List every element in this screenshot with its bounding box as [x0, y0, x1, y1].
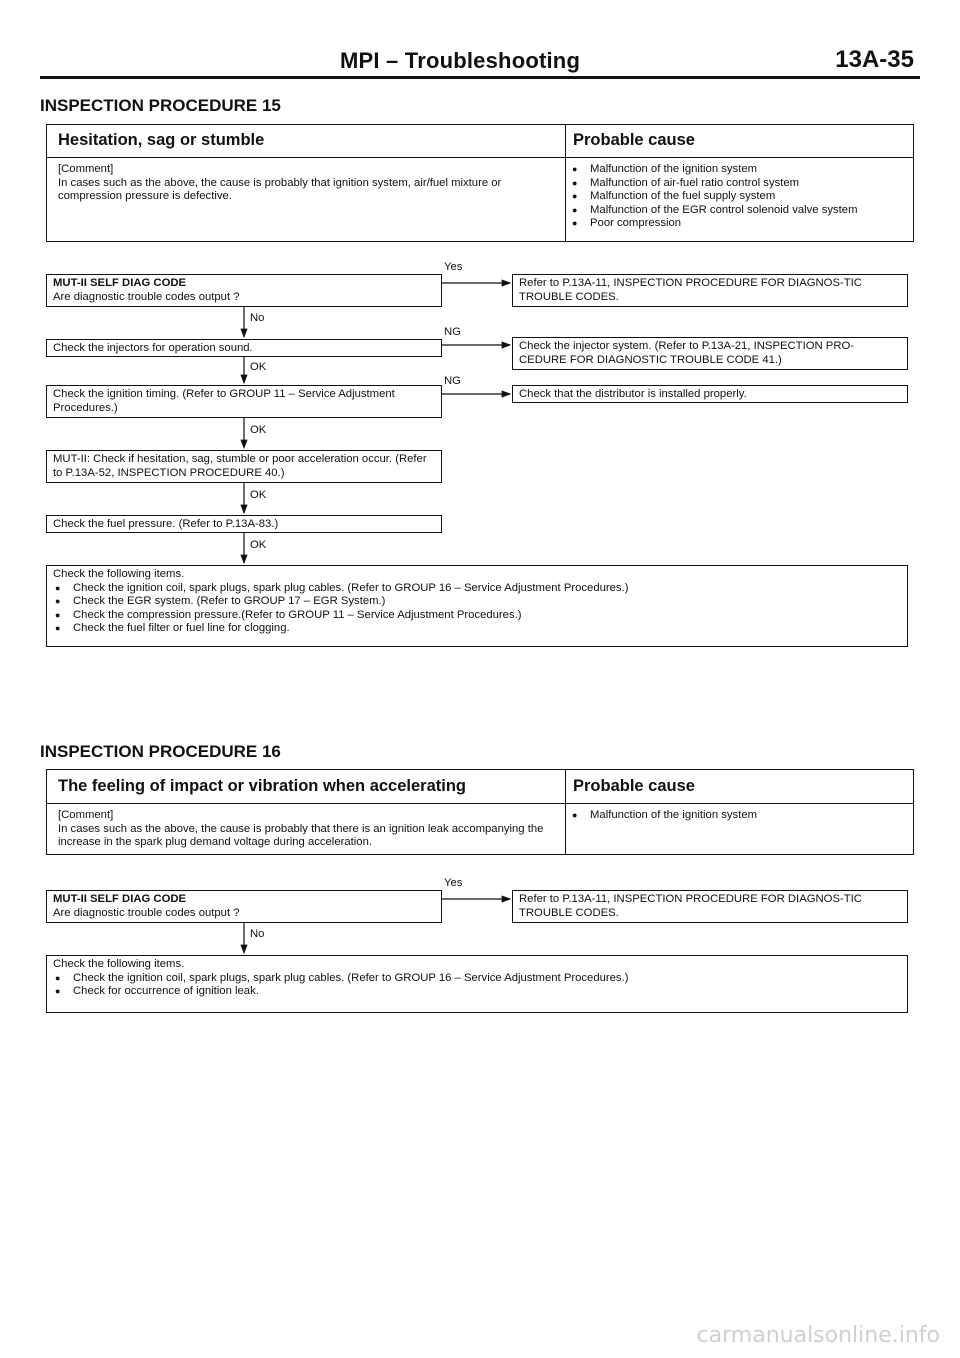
diag-code-question: Are diagnostic trouble codes output ?: [53, 290, 240, 303]
watermark: carmanualsonline.info: [696, 1323, 940, 1348]
symptom-heading: Hesitation, sag or stumble: [58, 131, 265, 149]
injector-sound-box: Check the injectors for operation sound.: [46, 339, 442, 357]
comment-text: In cases such as the above, the cause is probably that there is an ignition leak accompanying the increase in the spark plug demand voltage during acceleration.: [58, 822, 544, 848]
no-label: No: [250, 312, 265, 324]
cause-item: ● Malfunction of the ignition system: [570, 163, 910, 177]
final-check-item: ● Check the ignition coil, spark plugs, spark plug cables. (Refer to GROUP 16 – Service Adjustment Procedures.): [53, 972, 901, 986]
distributor-box: Check that the distributor is installed properly.: [512, 385, 908, 403]
diag-code-question: Are diagnostic trouble codes output ?: [53, 906, 240, 919]
ok-label: OK: [250, 489, 267, 501]
comment-label: [Comment]: [58, 163, 114, 175]
yes-label: Yes: [444, 877, 463, 889]
cause-item: ● Malfunction of the fuel supply system: [570, 190, 910, 204]
no-label: No: [250, 928, 265, 940]
ng-label: NG: [444, 375, 461, 387]
procedure-16-title: INSPECTION PROCEDURE 16: [40, 742, 281, 761]
refer-diag-box: Refer to P.13A-11, INSPECTION PROCEDURE FOR DIAGNOS-TIC TROUBLE CODES.: [512, 890, 908, 923]
final-check-item: ● Check the compression pressure.(Refer to GROUP 11 – Service Adjustment Procedures.): [53, 609, 901, 623]
cause-item: ● Poor compression: [570, 217, 910, 231]
comment-text: In cases such as the above, the cause is probably that ignition system, air/fuel mixture or compression pressure is defective.: [58, 176, 502, 202]
refer-diag-box: Refer to P.13A-11, INSPECTION PROCEDURE FOR DIAGNOS-TIC TROUBLE CODES.: [512, 274, 908, 307]
final-check-item: ● Check the ignition coil, spark plugs, spark plug cables. (Refer to GROUP 16 – Service Adjustment Procedures.): [53, 582, 901, 596]
fuel-pressure-box: Check the fuel pressure. (Refer to P.13A-83.): [46, 515, 442, 533]
ok-label: OK: [250, 361, 267, 373]
procedure-15-title: INSPECTION PROCEDURE 15: [40, 96, 281, 115]
ignition-timing-box: Check the ignition timing. (Refer to GROUP 11 – Service Adjustment Procedures.): [46, 385, 442, 418]
diag-code-title: MUT-II SELF DIAG CODE: [53, 277, 187, 289]
final-check-item: ● Check the fuel filter or fuel line for clogging.: [53, 622, 901, 636]
probable-cause-heading: Probable cause: [573, 777, 695, 795]
yes-label: Yes: [444, 261, 463, 273]
final-check-item: ● Check for occurrence of ignition leak.: [53, 985, 901, 999]
hesitation-check-box: MUT-II: Check if hesitation, sag, stumble or poor acceleration occur. (Refer to P.13A-52, INSPECTION PROCEDURE 40.): [46, 450, 442, 483]
cause-item: ● Malfunction of the ignition system: [570, 809, 910, 823]
final-check-intro: Check the following items.: [53, 958, 185, 970]
injector-system-box: Check the injector system. (Refer to P.13A-21, INSPECTION PRO-CEDURE FOR DIAGNOSTIC TROUBLE CODE 41.): [512, 337, 908, 370]
symptom-heading: The feeling of impact or vibration when accelerating: [58, 777, 466, 795]
ng-label: NG: [444, 326, 461, 338]
ok-label: OK: [250, 424, 267, 436]
diag-code-title: MUT-II SELF DIAG CODE: [53, 893, 187, 905]
section-title: MPI – Troubleshooting: [340, 48, 581, 73]
ok-label: OK: [250, 539, 267, 551]
final-check-item: ● Check the EGR system. (Refer to GROUP 17 – EGR System.): [53, 595, 901, 609]
cause-item: ● Malfunction of the EGR control solenoid valve system: [570, 204, 910, 218]
page-number: 13A-35: [835, 46, 914, 73]
cause-item: ● Malfunction of air-fuel ratio control system: [570, 177, 910, 191]
final-check-intro: Check the following items.: [53, 568, 185, 580]
probable-cause-heading: Probable cause: [573, 131, 695, 149]
comment-label: [Comment]: [58, 809, 114, 821]
